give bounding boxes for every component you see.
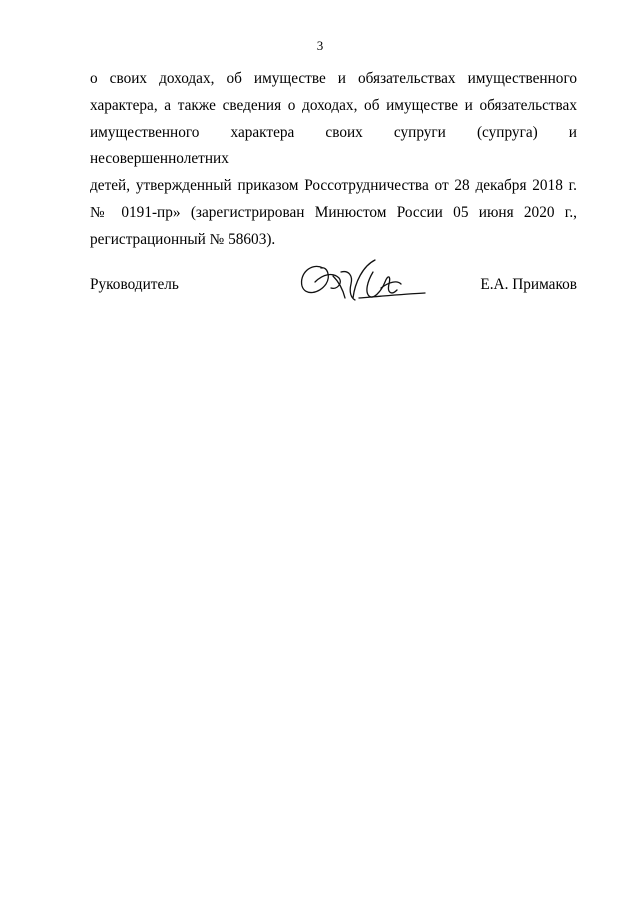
- text-line: о своих доходах, об имуществе и обязательствах имущественного: [90, 70, 577, 87]
- text-line: регистрационный № 58603).: [90, 230, 276, 248]
- signatory-role: Руководитель: [90, 276, 179, 293]
- handwritten-signature: [293, 252, 433, 310]
- text-line: № 0191-пр» (зарегистрирован Минюстом России 05 июня 2020 г.,: [90, 203, 577, 221]
- document-body-text: [90, 66, 577, 254]
- signature-block: [90, 272, 577, 312]
- text-line: имущественного характера своих супруги (супруга) и несовершеннолетних: [90, 123, 577, 168]
- signatory-name: Е.А. Примаков: [480, 276, 577, 293]
- text-line: детей, утвержденный приказом Россотрудничества от 28 декабря 2018 г.: [90, 177, 577, 195]
- text-line: характера, а также сведения о доходах, об имуществе и обязательствах: [90, 96, 577, 114]
- page-number: 3: [316, 38, 324, 53]
